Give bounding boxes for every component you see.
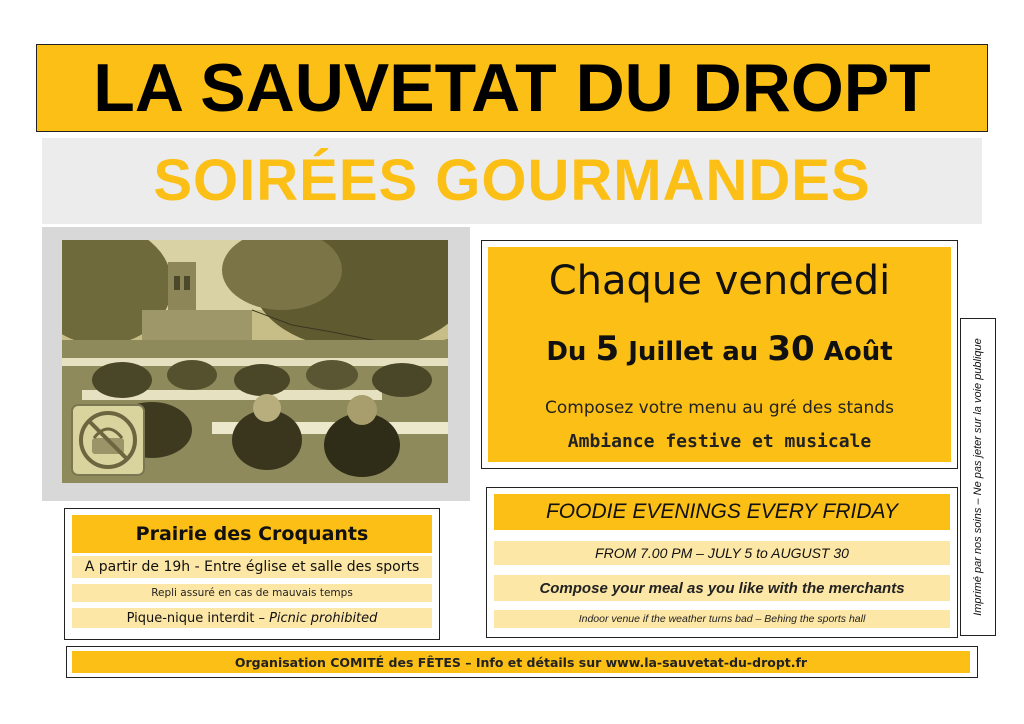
date-prefix: Du: [546, 337, 587, 367]
date-start-month: Juillet au: [628, 337, 759, 367]
date-range: [488, 329, 951, 369]
picnic-rule: [72, 608, 432, 628]
event-photo: [62, 240, 448, 483]
english-when: FROM 7.00 PM – JULY 5 to AUGUST 30: [494, 541, 950, 565]
title-banner: [36, 44, 988, 132]
footer-text: Organisation COMITÉ des FÊTES – Info et détails sur www.la-sauvetat-du-dropt.fr: [72, 651, 970, 673]
picnic-rule-fr: Pique-nique interdit –: [126, 610, 266, 626]
page-title: LA SAUVETAT DU DROPT: [93, 50, 931, 126]
ambiance-text: Ambiance festive et musicale: [567, 431, 872, 452]
subtitle-banner: [42, 138, 982, 224]
date-end-month: Août: [823, 337, 893, 367]
compose-menu-text: Composez votre menu au gré des stands: [545, 398, 894, 418]
every-friday-heading: Chaque vendredi: [548, 258, 891, 304]
event-photo-drawing: [62, 240, 448, 483]
english-indoor: Indoor venue if the weather turns bad – Behing the sports hall: [494, 610, 950, 628]
page-subtitle: SOIRÉES GOURMANDES: [153, 148, 871, 213]
date-end-number: 30: [767, 329, 815, 369]
side-note-text: Imprimé par nos soins – Ne pas jeter sur la voie publique: [972, 338, 984, 616]
picnic-rule-en: Picnic prohibited: [269, 610, 378, 626]
venue-name: Prairie des Croquants: [72, 515, 432, 553]
english-compose: Compose your meal as you like with the merchants: [494, 575, 950, 601]
date-start-number: 5: [595, 329, 620, 369]
bad-weather-text: Repli assuré en cas de mauvais temps: [72, 584, 432, 602]
start-time-text: A partir de 19h - Entre église et salle des sports: [72, 556, 432, 578]
english-heading: FOODIE EVENINGS EVERY FRIDAY: [494, 494, 950, 530]
